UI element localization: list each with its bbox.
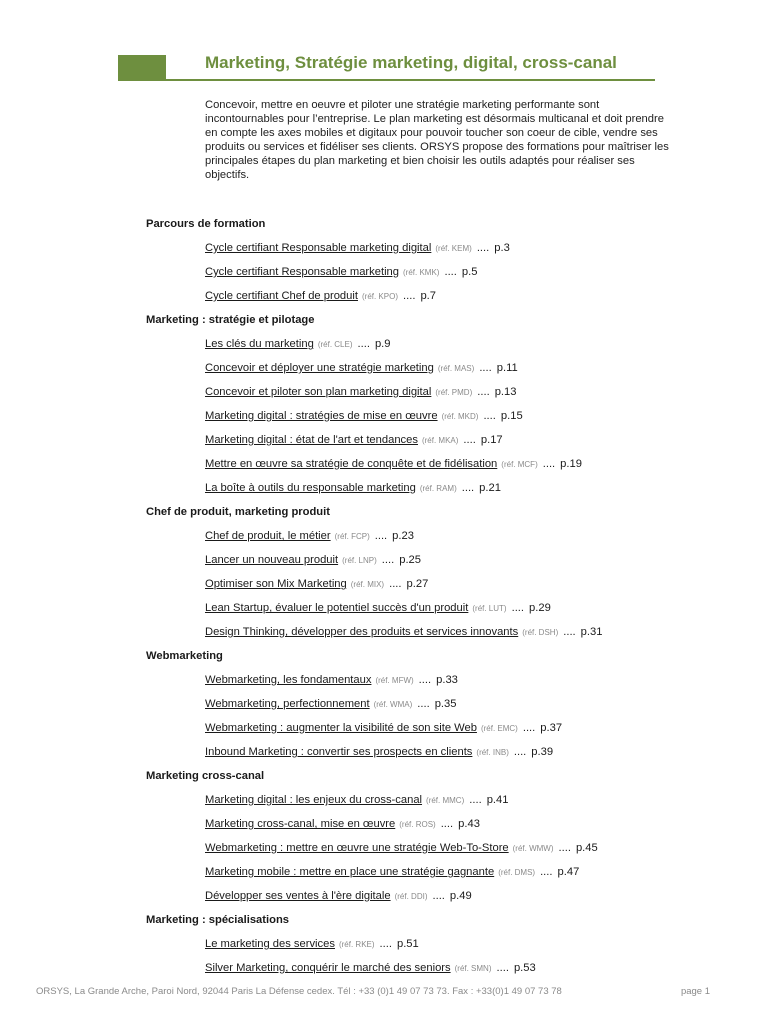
leader-dots: .... [444,266,457,278]
section-title: Webmarketing [146,650,223,662]
course-link[interactable]: Silver Marketing, conquérir le marché des seniors [205,962,451,974]
page-ref: p.45 [575,842,598,854]
course-ref: (réf. SMN) [454,964,492,973]
page-ref: p.43 [458,818,480,830]
course-link[interactable]: Concevoir et piloter son plan marketing digital [205,386,432,398]
course-entry [146,380,686,404]
course-entry [146,932,686,956]
course-ref: (réf. WMA) [373,700,413,709]
page-ref: p.33 [436,674,458,686]
course-entry [146,476,686,500]
course-ref: (réf. RAM) [419,484,457,493]
course-link[interactable]: Les clés du marketing [205,338,314,350]
course-entry [146,428,686,452]
page-ref: p.19 [560,458,582,470]
leader-dots: .... [563,626,576,638]
leader-dots: .... [522,722,536,734]
course-ref: (réf. MKD) [441,412,479,421]
course-entry [146,236,686,260]
course-entry [146,788,686,812]
course-ref: (réf. MMC) [426,796,465,805]
section-title: Marketing : stratégie et pilotage [146,314,315,326]
leader-dots: .... [476,242,490,254]
course-entry [146,836,686,860]
course-link[interactable]: Lancer un nouveau produit [205,554,339,566]
course-ref: (réf. MKA) [421,436,459,445]
course-link[interactable]: Lean Startup, évaluer le potentiel succès d'un produit [205,602,469,614]
course-ref: (réf. MAS) [437,364,475,373]
course-link[interactable]: Chef de produit, le métier [205,530,331,542]
course-ref: (réf. EMC) [480,724,518,733]
leader-dots: .... [374,530,388,542]
leader-dots: .... [463,434,476,446]
leader-dots: .... [511,602,525,614]
page-ref: p.31 [580,626,603,638]
page-ref: p.21 [479,482,501,494]
page-ref: p.47 [557,866,580,878]
leader-dots: .... [461,482,475,494]
leader-dots: .... [542,458,556,470]
course-entry [146,740,686,764]
course-link[interactable]: Inbound Marketing : convertir ses prospects en clients [205,746,473,758]
course-link[interactable]: Cycle certifiant Responsable marketing [205,266,400,278]
course-link[interactable]: Design Thinking, développer des produits et services innovants [205,626,519,638]
page-ref: p.51 [396,938,419,950]
leader-dots: .... [469,794,482,806]
leader-dots: .... [418,674,432,686]
course-link[interactable]: Marketing digital : état de l'art et tendances [205,434,418,446]
course-ref: (réf. KEM) [435,244,472,253]
course-link[interactable]: Marketing digital : stratégies de mise en œuvre [205,410,438,422]
course-ref: (réf. DMS) [498,868,536,877]
course-ref: (réf. WMW) [512,844,554,853]
leader-dots: .... [496,962,509,974]
footer-address: ORSYS, La Grande Arche, Paroi Nord, 92044 Paris La Défense cedex. Tél : +33 (0)1 49 07 73 73. Fax : +33(0)1 49 07 73 78 [36,986,562,997]
page-ref: p.29 [529,602,551,614]
course-entry [146,812,686,836]
course-ref: (réf. RKE) [338,940,375,949]
course-entry [146,356,686,380]
course-ref: (réf. MFW) [375,676,414,685]
page-ref: p.15 [500,410,523,422]
course-entry [146,332,686,356]
course-entry [146,284,686,308]
section-title: Parcours de formation [146,218,266,230]
page-ref: p.9 [374,338,391,350]
course-link[interactable]: Mettre en œuvre sa stratégie de conquête et de fidélisation [205,458,498,470]
leader-dots: .... [483,410,496,422]
course-ref: (réf. FCP) [334,532,370,541]
course-entry [146,884,686,908]
course-ref: (réf. LNP) [342,556,377,565]
course-entry [146,548,686,572]
course-entry [146,260,686,284]
page-ref: p.7 [420,290,436,302]
course-ref: (réf. MCF) [501,460,538,469]
course-link[interactable]: Webmarketing : mettre en œuvre une stratégie Web-To-Store [205,842,509,854]
page-ref: p.37 [540,722,563,734]
page-ref: p.11 [496,362,518,374]
course-ref: (réf. CLE) [317,340,353,349]
page-ref: p.53 [513,962,536,974]
leader-dots: .... [403,290,416,302]
course-entry [146,668,686,692]
course-entry [146,524,686,548]
page-ref: p.17 [480,434,503,446]
course-link[interactable]: Webmarketing, les fondamentaux [205,674,372,686]
leader-dots: .... [357,338,370,350]
leader-dots: .... [440,818,454,830]
course-entry [146,956,686,980]
leader-dots: .... [381,554,395,566]
course-ref: (réf. PMD) [435,388,473,397]
course-link[interactable]: Webmarketing, perfectionnement [205,698,370,710]
course-ref: (réf. KMK) [403,268,440,277]
course-link[interactable]: Marketing mobile : mettre en place une stratégie gagnante [205,866,495,878]
course-link[interactable]: Cycle certifiant Chef de produit [205,290,358,302]
page-ref: p.5 [461,266,478,278]
course-ref: (réf. DSH) [522,628,559,637]
page-ref: p.49 [449,890,472,902]
course-entry [146,620,686,644]
page-ref: p.41 [486,794,509,806]
leader-dots: .... [379,938,392,950]
page-ref: p.23 [392,530,414,542]
leader-dots: .... [558,842,571,854]
course-link[interactable]: Le marketing des services [205,938,335,950]
course-link[interactable]: Marketing cross-canal, mise en œuvre [205,818,396,830]
leader-dots: .... [417,698,430,710]
section-title: Marketing : spécialisations [146,914,289,926]
page-number: page 1 [680,986,710,997]
course-ref: (réf. DDI) [394,892,428,901]
course-ref: (réf. ROS) [399,820,436,829]
page-ref: p.13 [494,386,517,398]
course-link[interactable]: Développer ses ventes à l'ère digitale [205,890,391,902]
course-link[interactable]: Webmarketing : augmenter la visibilité de son site Web [205,722,477,734]
course-entry [146,572,686,596]
course-link[interactable]: Cycle certifiant Responsable marketing digital [205,242,432,254]
leader-dots: .... [479,362,492,374]
course-ref: (réf. MIX) [350,580,385,589]
leader-dots: .... [513,746,527,758]
page-ref: p.27 [406,578,429,590]
leader-dots: .... [389,578,402,590]
leader-dots: .... [432,890,445,902]
header-accent-block [118,55,166,79]
page-ref: p.3 [494,242,510,254]
intro-paragraph: Concevoir, mettre en oeuvre et piloter une stratégie marketing performante sont incontournables pour l’entreprise. Le plan marketing est désormais multicanal et doit prendre en compte les axes mobiles et digitaux pour pouvoir toucher son coeur de cible, vendre ses produits ou services et fidéliser ses clients. ORSYS propose des formations pour maîtriser les principales étapes du plan marketing et bien choisir les outils adaptés pour réaliser ses objectifs. [205,99,669,181]
course-entry [146,596,686,620]
course-link[interactable]: Marketing digital : les enjeux du cross-canal [205,794,423,806]
course-list [146,212,686,980]
page-ref: p.35 [434,698,457,710]
course-ref: (réf. INB) [476,748,509,757]
course-entry [146,716,686,740]
course-entry [146,692,686,716]
course-ref: (réf. KPO) [361,292,398,301]
course-entry [146,452,686,476]
page-title: Marketing, Stratégie marketing, digital, cross-canal [205,53,617,72]
leader-dots: .... [477,386,490,398]
page-ref: p.25 [399,554,421,566]
course-link[interactable]: Optimiser son Mix Marketing [205,578,347,590]
course-link[interactable]: Concevoir et déployer une stratégie marketing [205,362,434,374]
course-ref: (réf. LUT) [472,604,507,613]
leader-dots: .... [540,866,553,878]
title-divider [118,79,655,81]
course-link[interactable]: La boîte à outils du responsable marketing [205,482,416,494]
course-entry [146,404,686,428]
section-title: Chef de produit, marketing produit [146,506,330,518]
section-title: Marketing cross-canal [146,770,265,782]
page-ref: p.39 [531,746,554,758]
course-entry [146,860,686,884]
